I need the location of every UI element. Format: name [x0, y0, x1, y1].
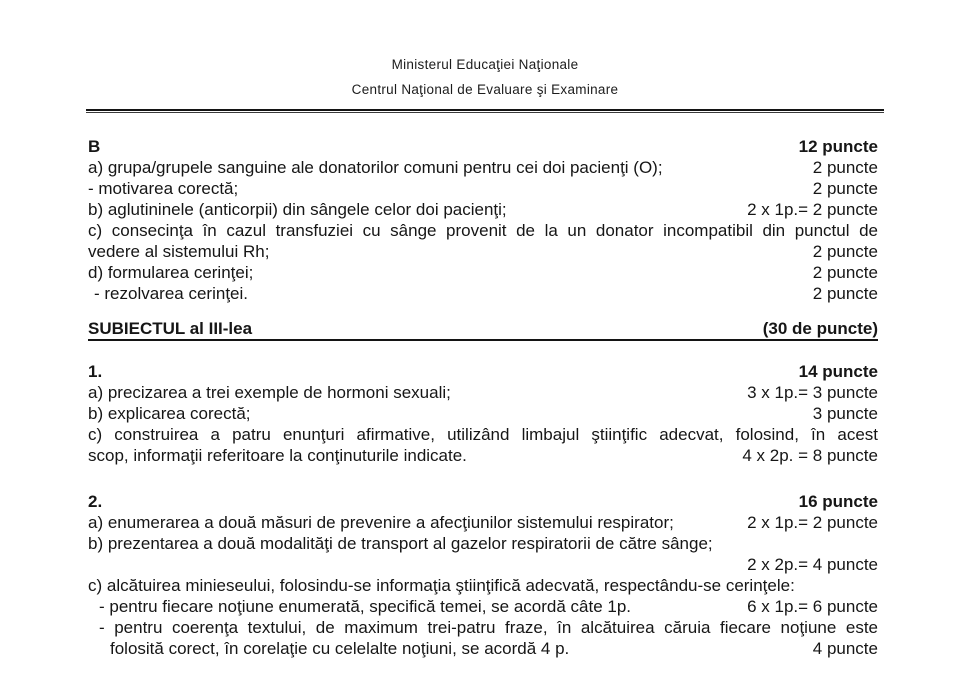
section-title-row	[88, 491, 878, 512]
item-points: 2 puncte	[812, 158, 878, 177]
rubric-item	[88, 382, 878, 403]
subject-points: (30 de puncte)	[762, 319, 878, 338]
subject-heading	[88, 318, 878, 341]
item-points: 2 puncte	[812, 263, 878, 282]
item-text: b) explicarea corectă;	[88, 404, 251, 423]
rubric-item	[88, 533, 878, 554]
item-text: scop, informaţii referitoare la conţinuturile indicate.	[88, 446, 467, 465]
item-points: 2 puncte	[812, 179, 878, 198]
rubric-item	[88, 283, 878, 304]
header-rule	[86, 109, 884, 113]
item-text: d) formularea cerinţei;	[88, 263, 254, 282]
section-points: 14 puncte	[798, 362, 878, 381]
item-points: 2 x 1p.= 2 puncte	[747, 200, 878, 219]
item-points: 2 x 2p.= 4 puncte	[747, 555, 878, 574]
header-line-1: Ministerul Educaţiei Naţionale	[391, 57, 579, 72]
item-text: c) alcătuirea minieseului, folosindu-se informaţia ştiinţifică adecvată, respectându-se cerinţele:	[88, 576, 795, 595]
section-1	[88, 361, 878, 466]
rubric-item	[88, 178, 878, 199]
item-text: - pentru fiecare noţiune enumerată, specifică temei, se acordă câte 1p.	[99, 597, 632, 616]
item-points: 2 x 1p.= 2 puncte	[747, 513, 878, 532]
item-points: 3 puncte	[812, 404, 878, 423]
section-points: 16 puncte	[798, 492, 878, 511]
rubric-item	[88, 617, 878, 659]
item-points: 2 puncte	[812, 284, 878, 303]
rubric-item	[88, 262, 878, 283]
rubric-item	[88, 424, 878, 466]
rubric-content	[88, 136, 878, 659]
rubric-item-points-only	[88, 554, 878, 575]
header-line-2: Centrul Naţional de Evaluare şi Examinare	[351, 82, 619, 97]
doc-header	[0, 0, 970, 102]
item-text: folosită corect, în corelaţie cu celelalte noţiuni, se acordă 4 p.	[110, 639, 570, 658]
section-title: 1.	[88, 362, 103, 381]
item-text: b) aglutininele (anticorpii) din sângele celor doi pacienţi;	[88, 200, 507, 219]
item-text: b) prezentarea a două modalităţi de transport al gazelor respiratorii de către sânge;	[88, 534, 713, 553]
item-points: 4 x 2p. = 8 puncte	[742, 446, 878, 465]
item-points: 6 x 1p.= 6 puncte	[747, 597, 878, 616]
section-title: 2.	[88, 492, 103, 511]
rubric-item	[88, 575, 878, 596]
rubric-item	[88, 512, 878, 533]
rubric-item	[88, 157, 878, 178]
item-points: 3 x 1p.= 3 puncte	[747, 383, 878, 402]
item-text: - pentru coerenţa textului, de maximum trei-patru fraze, în alcătuirea căruia fiecare noţiune este	[99, 618, 878, 637]
rubric-item	[88, 220, 878, 262]
item-points: 2 puncte	[812, 242, 878, 261]
rubric-item	[88, 199, 878, 220]
rubric-item	[88, 596, 878, 617]
section-2	[88, 491, 878, 659]
section-points: 12 puncte	[798, 137, 878, 156]
item-text: c) consecinţa în cazul transfuziei cu sânge provenit de la un donator incompatibil din punctul de	[88, 221, 878, 240]
section-b	[88, 136, 878, 304]
subject-title: SUBIECTUL al III-lea	[88, 319, 253, 338]
item-text: a) enumerarea a două măsuri de prevenire a afecţiunilor sistemului respirator;	[88, 513, 674, 532]
item-text: a) precizarea a trei exemple de hormoni sexuali;	[88, 383, 451, 402]
section-title-row	[88, 136, 878, 157]
section-title-row	[88, 361, 878, 382]
item-text: vedere al sistemului Rh;	[88, 242, 270, 261]
item-text: - rezolvarea cerinţei.	[94, 284, 249, 303]
section-title: B	[88, 137, 101, 156]
item-text: a) grupa/grupele sanguine ale donatorilor comuni pentru cei doi pacienţi (O);	[88, 158, 663, 177]
item-points: 4 puncte	[812, 639, 878, 658]
item-text: c) construirea a patru enunţuri afirmative, utilizând limbajul ştiinţific adecvat, folosind, în acest	[88, 425, 878, 444]
rubric-item	[88, 403, 878, 424]
item-text: - motivarea corectă;	[88, 179, 239, 198]
